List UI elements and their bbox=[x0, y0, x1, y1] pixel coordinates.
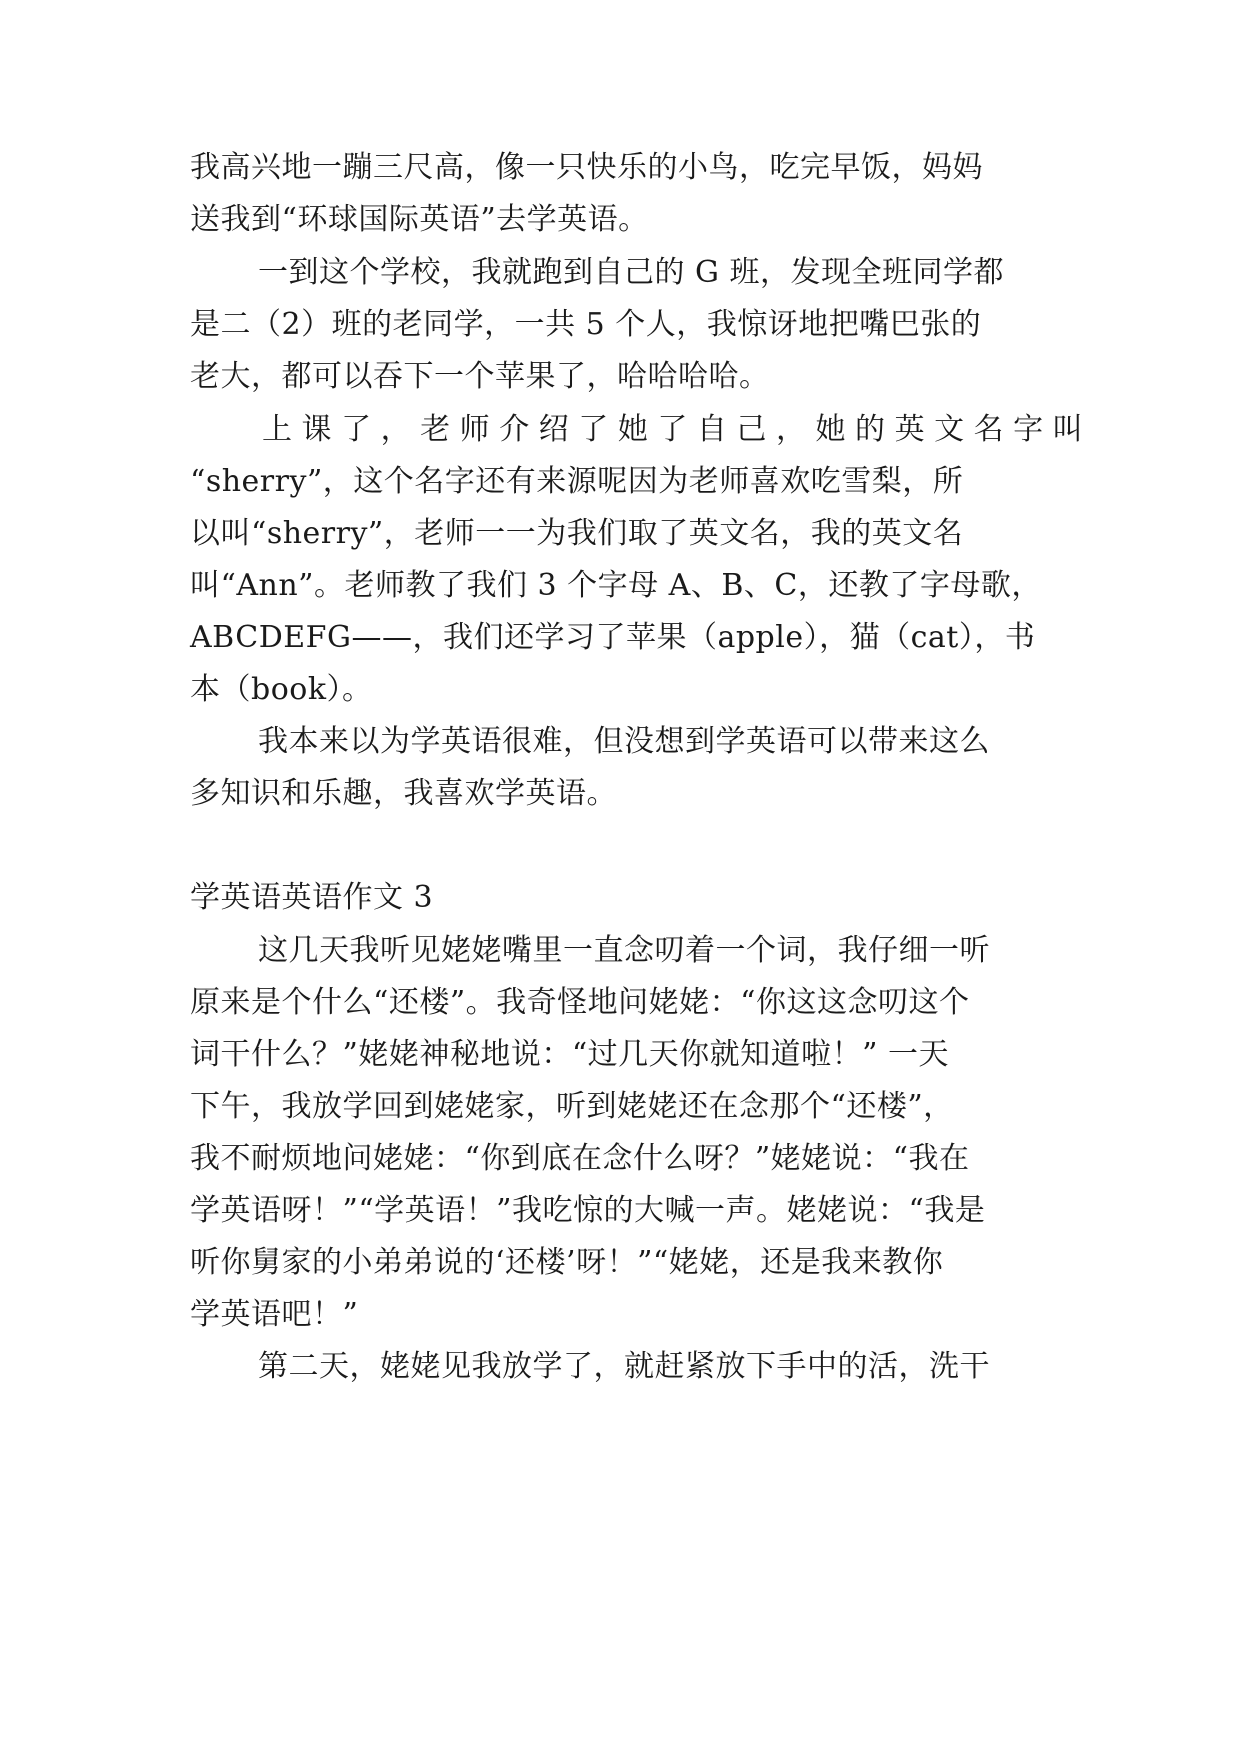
paragraph-1-line-2: 送我到“环球国际英语”去学英语。 bbox=[190, 202, 649, 237]
paragraph-3-line-2: “sherry”，这个名字还有来源呢因为老师喜欢吃雪梨，所 bbox=[190, 464, 964, 499]
paragraph-5-line-5: 我不耐烦地问姥姥：“你到底在念什么呀？”姥姥说：“我在 bbox=[190, 1141, 970, 1176]
paragraph-6-line-1: 第二天，姥姥见我放学了，就赶紧放下手中的活，洗干 bbox=[258, 1349, 990, 1384]
paragraph-3-line-4: 叫“Ann”。老师教了我们 3 个字母 A、B、C，还教了字母歌， bbox=[190, 568, 1042, 603]
paragraph-5-line-8: 学英语吧！” bbox=[190, 1297, 359, 1332]
paragraph-5-line-3: 词干什么？”姥姥神秘地说：“过几天你就知道啦！” 一天 bbox=[190, 1037, 950, 1072]
paragraph-3-line-1: 上 课 了 ， 老 师 介 绍 了 她 了 自 己 ， 她 的 英 文 名 字 叫 bbox=[262, 412, 1083, 447]
paragraph-2-line-2: 是二（2）班的老同学，一共 5 个人，我惊讶地把嘴巴张的 bbox=[190, 307, 982, 342]
paragraph-3-line-5: ABCDEFG——，我们还学习了苹果（apple），猫（cat），书 bbox=[190, 620, 1036, 655]
paragraph-5-line-4: 下午，我放学回到姥姥家，听到姥姥还在念那个“还楼”， bbox=[190, 1089, 954, 1124]
paragraph-2-line-3: 老大，都可以吞下一个苹果了，哈哈哈哈。 bbox=[190, 359, 770, 394]
paragraph-4-line-1: 我本来以为学英语很难，但没想到学英语可以带来这么 bbox=[258, 724, 990, 759]
paragraph-3-line-6: 本（book）。 bbox=[190, 672, 373, 707]
paragraph-5-line-1: 这几天我听见姥姥嘴里一直念叨着一个词，我仔细一听 bbox=[258, 933, 990, 968]
paragraph-4-line-2: 多知识和乐趣，我喜欢学英语。 bbox=[190, 776, 617, 811]
paragraph-5-line-7: 听你舅家的小弟弟说的‘还楼’呀！”“姥姥，还是我来教你 bbox=[190, 1245, 944, 1280]
paragraph-5-line-6: 学英语呀！”“学英语！”我吃惊的大喊一声。姥姥说：“我是 bbox=[190, 1193, 986, 1228]
paragraph-5-line-2: 原来是个什么“还楼”。我奇怪地问姥姥：“你这这念叨这个 bbox=[190, 985, 970, 1020]
paragraph-1-line-1: 我高兴地一蹦三尺高，像一只快乐的小鸟，吃完早饭，妈妈 bbox=[190, 150, 983, 185]
section-heading: 学英语英语作文 3 bbox=[190, 880, 434, 915]
paragraph-2-line-1: 一到这个学校，我就跑到自己的 G 班，发现全班同学都 bbox=[258, 255, 1005, 290]
paragraph-3-line-3: 以叫“sherry”，老师一一为我们取了英文名，我的英文名 bbox=[190, 516, 964, 551]
